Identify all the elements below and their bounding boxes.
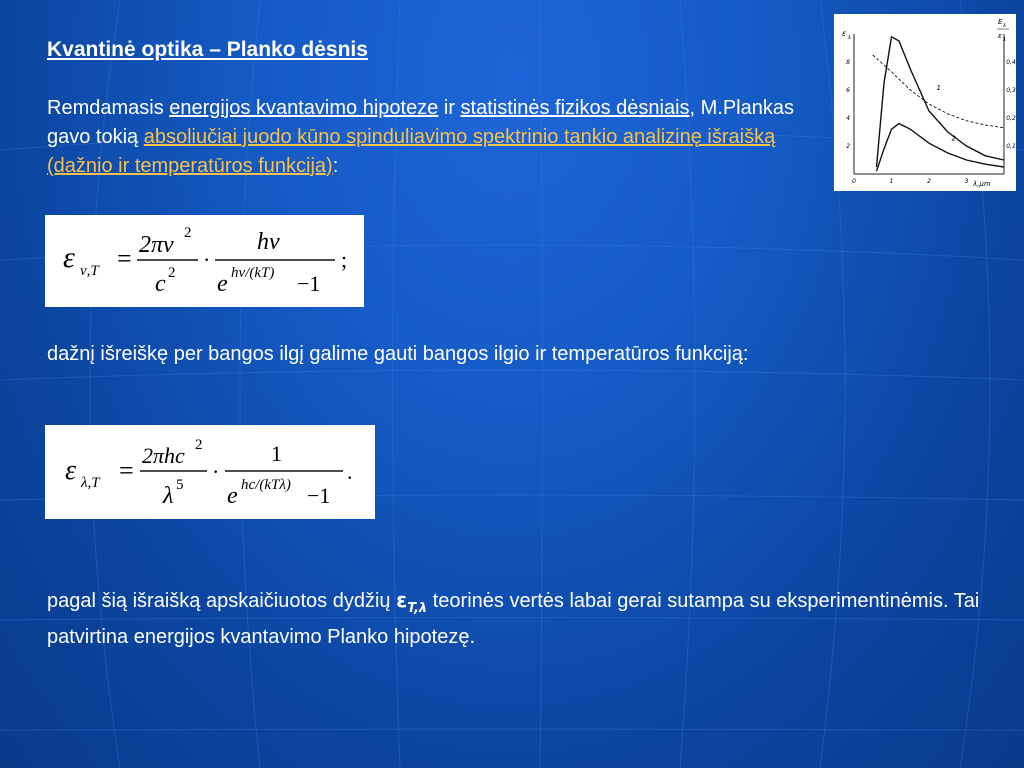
graph-curve-label-2: 2	[951, 134, 956, 143]
f1-den1-sup: 2	[168, 265, 176, 281]
planck-formula-wavelength	[45, 425, 375, 519]
f2-den2-exp: hc/(kTλ)	[241, 477, 291, 493]
f1-dot: ·	[203, 247, 211, 272]
graph-y-right-tick: 0,4	[1006, 59, 1016, 66]
f2-num1: 2πhc	[142, 443, 185, 468]
graph-curve-2	[877, 124, 1005, 172]
graph-y-left-tick: 6	[846, 87, 850, 94]
conclusion-paragraph	[47, 586, 987, 652]
blackbody-spectrum-graph	[834, 14, 1016, 191]
graph-y-left-label: ε	[842, 29, 847, 38]
f1-lhs-sub: ν,T	[80, 263, 99, 279]
graph-y-right-label-bottom-sub: λ	[1003, 37, 1006, 43]
wavelength-transition-text: dažnį išreiškę per bangos ilgį galime gauti bangos ilgio ir temperatūros funkciją:	[47, 343, 749, 365]
f1-den1: c	[155, 271, 166, 297]
intro-text-2: ir	[438, 97, 461, 119]
f1-eq: =	[117, 244, 132, 273]
graph-y-right-label-bottom: ε	[998, 32, 1002, 40]
graph-x-tick: 3	[964, 178, 969, 185]
f2-num1-sup: 2	[195, 437, 203, 453]
epsilon-letter: ε	[396, 588, 408, 612]
graph-x-tick: 0	[852, 178, 856, 185]
intro-text-1: Remdamasis	[47, 97, 170, 119]
f2-den1: λ	[163, 483, 174, 509]
link-energy-quantization[interactable]: energijos kvantavimo hipoteze	[169, 97, 439, 119]
graph-y-left-label-sub: λ	[848, 35, 851, 41]
graph-y-left-tick: 4	[846, 115, 850, 122]
f2-den2-base: e	[227, 483, 238, 509]
graph-curve-label-1: 1	[936, 84, 941, 92]
f1-den2-base: e	[217, 271, 228, 297]
f2-dot: ·	[212, 459, 220, 484]
f1-num1-sup: 2	[184, 225, 192, 241]
intro-paragraph	[47, 94, 837, 181]
graph-curve-1	[877, 37, 1005, 167]
f2-end: .	[347, 459, 353, 484]
graph-y-right-tick: 0,1	[1006, 143, 1016, 150]
conclusion-text-1: pagal šią išraišką apskaičiuotos dydžių	[47, 590, 397, 612]
f1-num1: 2πν	[139, 232, 174, 258]
f1-end: ;	[341, 247, 348, 272]
graph-y-right-tick: 0,2	[1006, 115, 1016, 122]
planck-formula-frequency	[45, 215, 364, 307]
conclusion-text-2: teorinės vertės labai gerai sutampa su eksperimentinėmis. Tai patvirtina energijos kvantavimo Planko hipotezę.	[47, 590, 980, 648]
slide-title: Kvantinė optika – Planko dėsnis	[47, 38, 368, 61]
f2-den2-tail: −1	[307, 483, 331, 508]
graph-y-right-label-top-sub: λ	[1003, 23, 1006, 29]
link-statistical-physics[interactable]: statistinės fizikos dėsniais	[460, 97, 690, 119]
f1-den2-tail: −1	[297, 271, 321, 296]
intro-text-3: , M.Plankas gavo tokią	[47, 97, 794, 148]
f1-lhs: ε	[63, 241, 75, 274]
intro-text-4: :	[332, 155, 339, 177]
epsilon-subscript: T,λ	[407, 601, 428, 616]
graph-y-left-tick: 8	[846, 59, 850, 66]
f2-den1-sup: 5	[176, 477, 184, 493]
f1-num2: hν	[257, 229, 280, 255]
epsilon-symbol	[396, 588, 428, 616]
f1-den2-exp: hν/(kT)	[231, 265, 275, 281]
graph-y-left-tick: 2	[846, 143, 850, 150]
graph-y-right-tick: 0,3	[1006, 87, 1016, 94]
link-blackbody-expression[interactable]: absoliučiai juodo kūno spinduliavimo spektrinio tankio analizinę išraišką (dažnio ir temperatūros funkcija)	[47, 126, 776, 177]
graph-x-tick: 2	[927, 178, 931, 185]
f2-eq: =	[119, 456, 134, 485]
f2-num2: 1	[271, 441, 282, 466]
graph-x-tick: 1	[889, 178, 894, 185]
f2-lhs-sub: λ,T	[81, 475, 100, 491]
f2-lhs: ε	[65, 455, 77, 486]
graph-x-label: λ,μm	[973, 180, 991, 188]
graph-y-right-label-top: E	[998, 18, 1003, 26]
